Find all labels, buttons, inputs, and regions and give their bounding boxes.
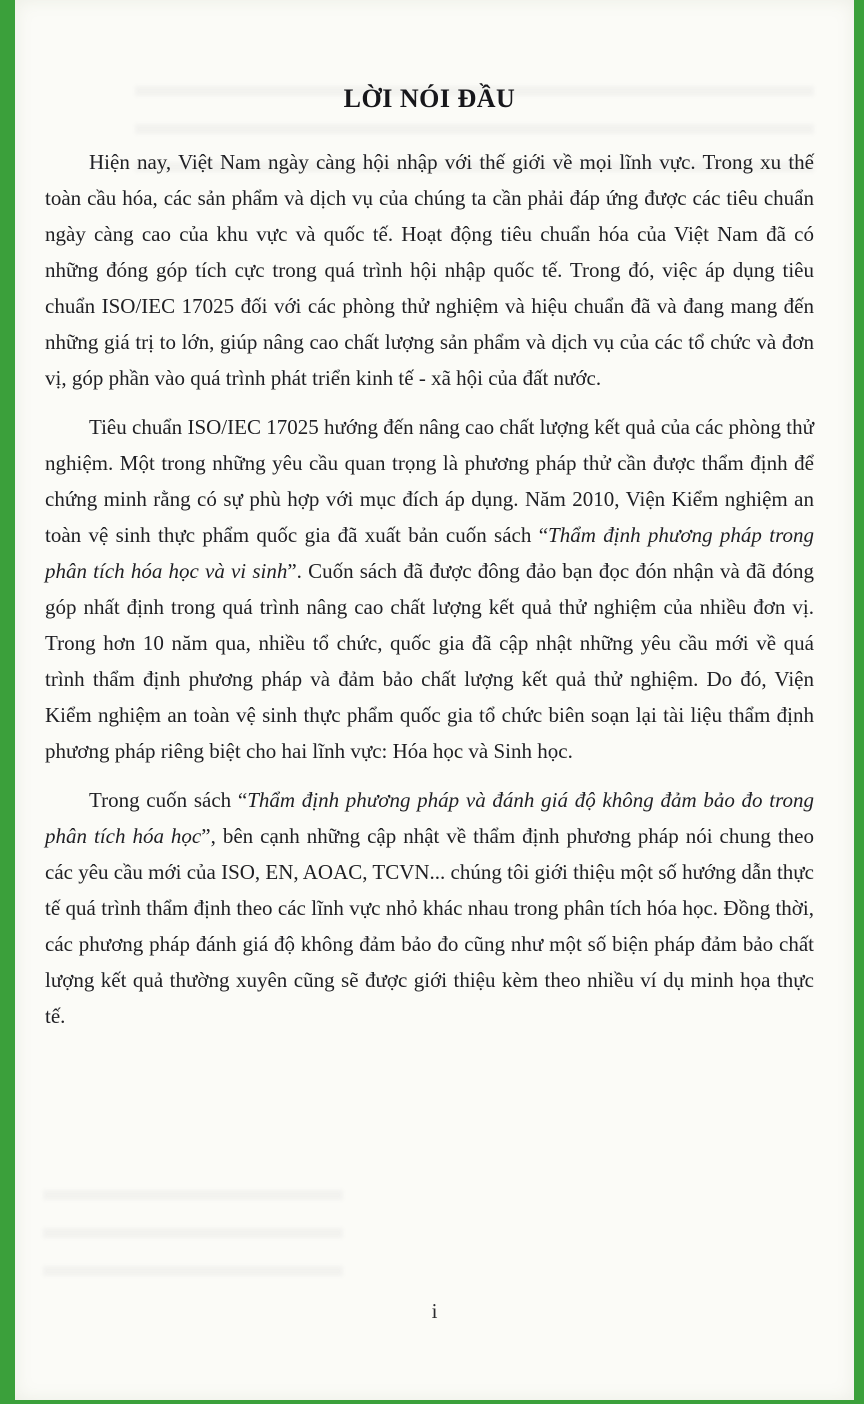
paragraph-text: Hiện nay, Việt Nam ngày càng hội nhập với thế giới về mọi lĩnh vực. Trong xu thế toàn cầu hóa, các sản phẩm và dịch vụ của chúng ta cần phải đáp ứng được các tiêu chuẩn ngày càng cao của khu vực và quốc tế. Hoạt động tiêu chuẩn hóa của Việt Nam đã có những đóng góp tích cực trong quá trình hội nhập quốc tế. Trong đó, việc áp dụng tiêu chuẩn ISO/IEC 17025 đối với các phòng thử nghiệm và hiệu chuẩn đã và đang mang đến những giá trị to lớn, giúp nâng cao chất lượng sản phẩm và dịch vụ của các tổ chức và đơn vị, góp phần vào quá trình phát triển kinh tế - xã hội của đất nước. [45,150,814,390]
paragraph [45,409,814,769]
paragraph [45,144,814,396]
scan-bleed-through-artifact [43,1190,343,1280]
paragraph [45,782,814,1034]
page-content [15,0,854,1034]
page-title: LỜI NÓI ĐẦU [343,84,516,113]
paragraph-text: Tiêu chuẩn ISO/IEC 17025 hướng đến nâng cao chất lượng kết quả của các phòng thử nghiệm. Một trong những yêu cầu quan trọng là phương pháp thử cần được thẩm định để chứng minh rằng có sự phù hợp với mục đích áp dụng. Năm 2010, Viện Kiểm nghiệm an toàn vệ sinh thực phẩm quốc gia đã xuất bản cuốn sách “ [45,415,814,547]
scanned-book-page [15,0,854,1400]
page-number: i [431,1299,438,1323]
book-title-italic: Thẩm định phương pháp và đánh giá độ không đảm bảo đo trong phân tích hóa học [45,788,814,848]
paragraph-text: ”. Cuốn sách đã được đông đảo bạn đọc đón nhận và đã đóng góp nhất định trong quá trình nâng cao chất lượng kết quả thử nghiệm của nhiều đơn vị. Trong hơn 10 năm qua, nhiều tổ chức, quốc gia đã cập nhật những yêu cầu mới về quá trình thẩm định phương pháp và đảm bảo chất lượng kết quả thử nghiệm. Do đó, Viện Kiểm nghiệm an toàn vệ sinh thực phẩm quốc gia tổ chức biên soạn lại tài liệu thẩm định phương pháp riêng biệt cho hai lĩnh vực: Hóa học và Sinh học. [45,559,814,763]
paragraph-container [45,144,814,1034]
paragraph-text: ”, bên cạnh những cập nhật về thẩm định phương pháp nói chung theo các yêu cầu mới của ISO, EN, AOAC, TCVN... chúng tôi giới thiệu một số hướng dẫn thực tế quá trình thẩm định theo các lĩnh vực nhỏ khác nhau trong phân tích hóa học. Đồng thời, các phương pháp đánh giá độ không đảm bảo đo cũng như một số biện pháp đảm bảo chất lượng kết quả thường xuyên cũng sẽ được giới thiệu kèm theo nhiều ví dụ minh họa thực tế. [45,824,814,1028]
paragraph-text: Trong cuốn sách “ [89,788,248,812]
book-title-italic: Thẩm định phương pháp trong phân tích hóa học và vi sinh [45,523,814,583]
